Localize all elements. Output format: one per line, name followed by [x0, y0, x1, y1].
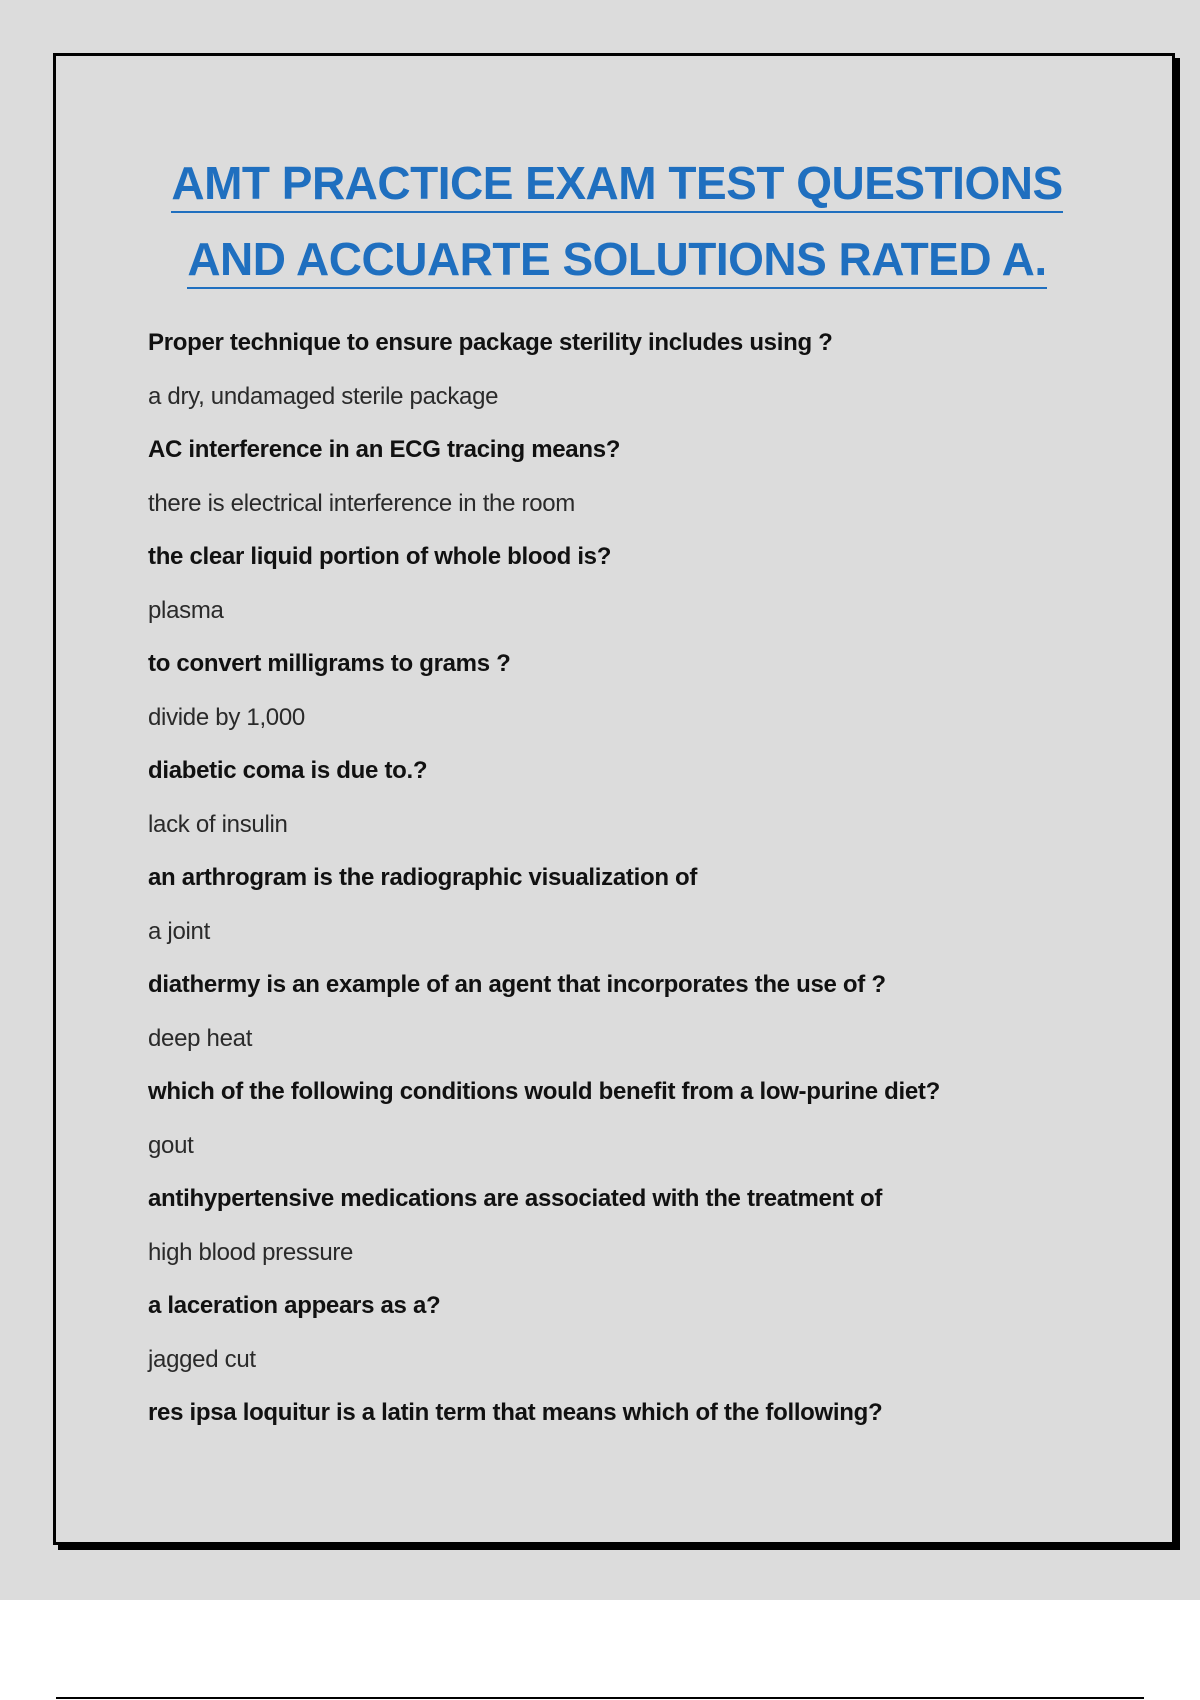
- answer-8: gout: [148, 1131, 194, 1159]
- answer-3: plasma: [148, 596, 224, 624]
- question-10: a laceration appears as a?: [148, 1292, 441, 1319]
- question-8: which of the following conditions would benefit from a low-purine diet?: [148, 1078, 940, 1105]
- answer-7: deep heat: [148, 1024, 253, 1052]
- question-1: Proper technique to ensure package sterility includes using ?: [148, 329, 833, 356]
- question-7: diathermy is an example of an agent that incorporates the use of ?: [148, 971, 886, 998]
- answer-4: divide by 1,000: [148, 703, 305, 731]
- answer-9: high blood pressure: [148, 1238, 354, 1266]
- answer-10: jagged cut: [148, 1345, 256, 1373]
- title-line-2: AND ACCUARTE SOLUTIONS RATED A.: [56, 236, 1178, 282]
- question-11: res ipsa loquitur is a latin term that means which of the following?: [148, 1399, 883, 1426]
- question-2: AC interference in an ECG tracing means?: [148, 436, 621, 463]
- document-frame: [53, 53, 1175, 1545]
- title-line-1: AMT PRACTICE EXAM TEST QUESTIONS: [56, 160, 1178, 206]
- answer-1: a dry, undamaged sterile package: [148, 382, 499, 410]
- answer-2: there is electrical interference in the room: [148, 489, 576, 517]
- question-3: the clear liquid portion of whole blood is?: [148, 543, 612, 570]
- question-9: antihypertensive medications are associated with the treatment of: [148, 1185, 883, 1212]
- footer-divider: [56, 1697, 1144, 1699]
- qa-list: [148, 316, 1108, 1440]
- answer-6: a joint: [148, 917, 210, 945]
- question-4: to convert milligrams to grams ?: [148, 650, 511, 677]
- answer-5: lack of insulin: [148, 810, 288, 838]
- question-6: an arthrogram is the radiographic visualization of: [148, 864, 698, 891]
- question-5: diabetic coma is due to.?: [148, 757, 428, 784]
